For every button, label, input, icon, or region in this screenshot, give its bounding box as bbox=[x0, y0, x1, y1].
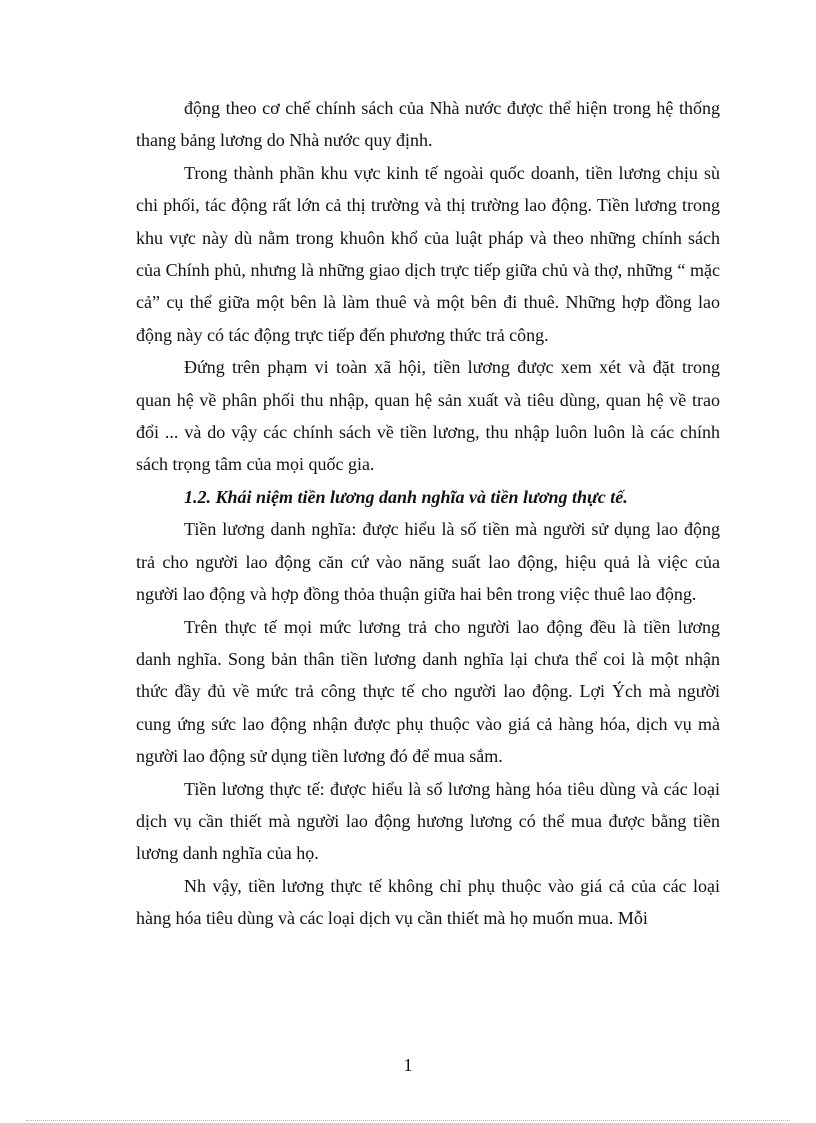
paragraph-real-wage: Tiền lương thực tế: được hiểu là số lương hàng hóa tiêu dùng và các loại dịch vụ cần thiết mà người lao động hương lương có thể mua được bằng tiền lương danh nghĩa của họ. bbox=[136, 778, 720, 864]
paragraph-thus: Nh vậy, tiền lương thực tế không chỉ phụ thuộc vào giá cả của các loại hàng hóa tiêu dùng và các loại dịch vụ cần thiết mà họ muốn mua. Mỗi bbox=[136, 875, 720, 929]
footer-divider bbox=[26, 1120, 790, 1121]
section-heading: 1.2. Khái niệm tiền lương danh nghĩa và tiền lương thực tế. bbox=[184, 486, 628, 507]
paragraph-continuation: động theo cơ chế chính sách của Nhà nước được thể hiện trong hệ thống thang bảng lương do Nhà nước quy định. bbox=[136, 98, 720, 151]
paragraph-in-practice: Trên thực tế mọi mức lương trả cho người lao động đều là tiền lương danh nghĩa. Song bản thân tiền lương danh nghĩa lại chưa thể coi là một nhận thức đầy đủ về mức trả công thực tế cho người lao động. Lợi Ých mà người cung ứng sức lao động nhận được phụ thuộc vào giá cả hàng hóa, dịch vụ mà người lao động sử dụng tiền lương đó để mua sắm. bbox=[136, 616, 720, 767]
paragraph-society-scope: Đứng trên phạm vi toàn xã hội, tiền lương được xem xét và đặt trong quan hệ về phân phối thu nhập, quan hệ sản xuất và tiêu dùng, quan hệ về trao đổi ... và do vậy các chính sách về tiền lương, thu nhập luôn luôn là các chính sách trọng tâm của mọi quốc gia. bbox=[136, 357, 720, 475]
paragraph-nominal-wage: Tiền lương danh nghĩa: được hiểu là số tiền mà người sử dụng lao động trả cho người lao động căn cứ vào năng suất lao động, hiệu quả là việc của người lao động và hợp đồng thỏa thuận giữa hai bên trong việc thuê lao động. bbox=[136, 519, 720, 605]
paragraph-non-state-sector: Trong thành phần khu vực kinh tế ngoài quốc doanh, tiền lương chịu sù chi phối, tác động rất lớn cả thị trường và thị trường lao động. Tiền lương trong khu vực này dù nằm trong khuôn khổ của luật pháp và theo những chính sách của Chính phủ, nhưng là những giao dịch trực tiếp giữa chủ và thợ, những “ mặc cả” cụ thể giữa một bên là làm thuê và một bên đi thuê. Những hợp đồng lao động này có tác động trực tiếp đến phương thức trả công. bbox=[136, 162, 720, 345]
page-body bbox=[136, 92, 720, 935]
page-number: 1 bbox=[403, 1055, 413, 1075]
